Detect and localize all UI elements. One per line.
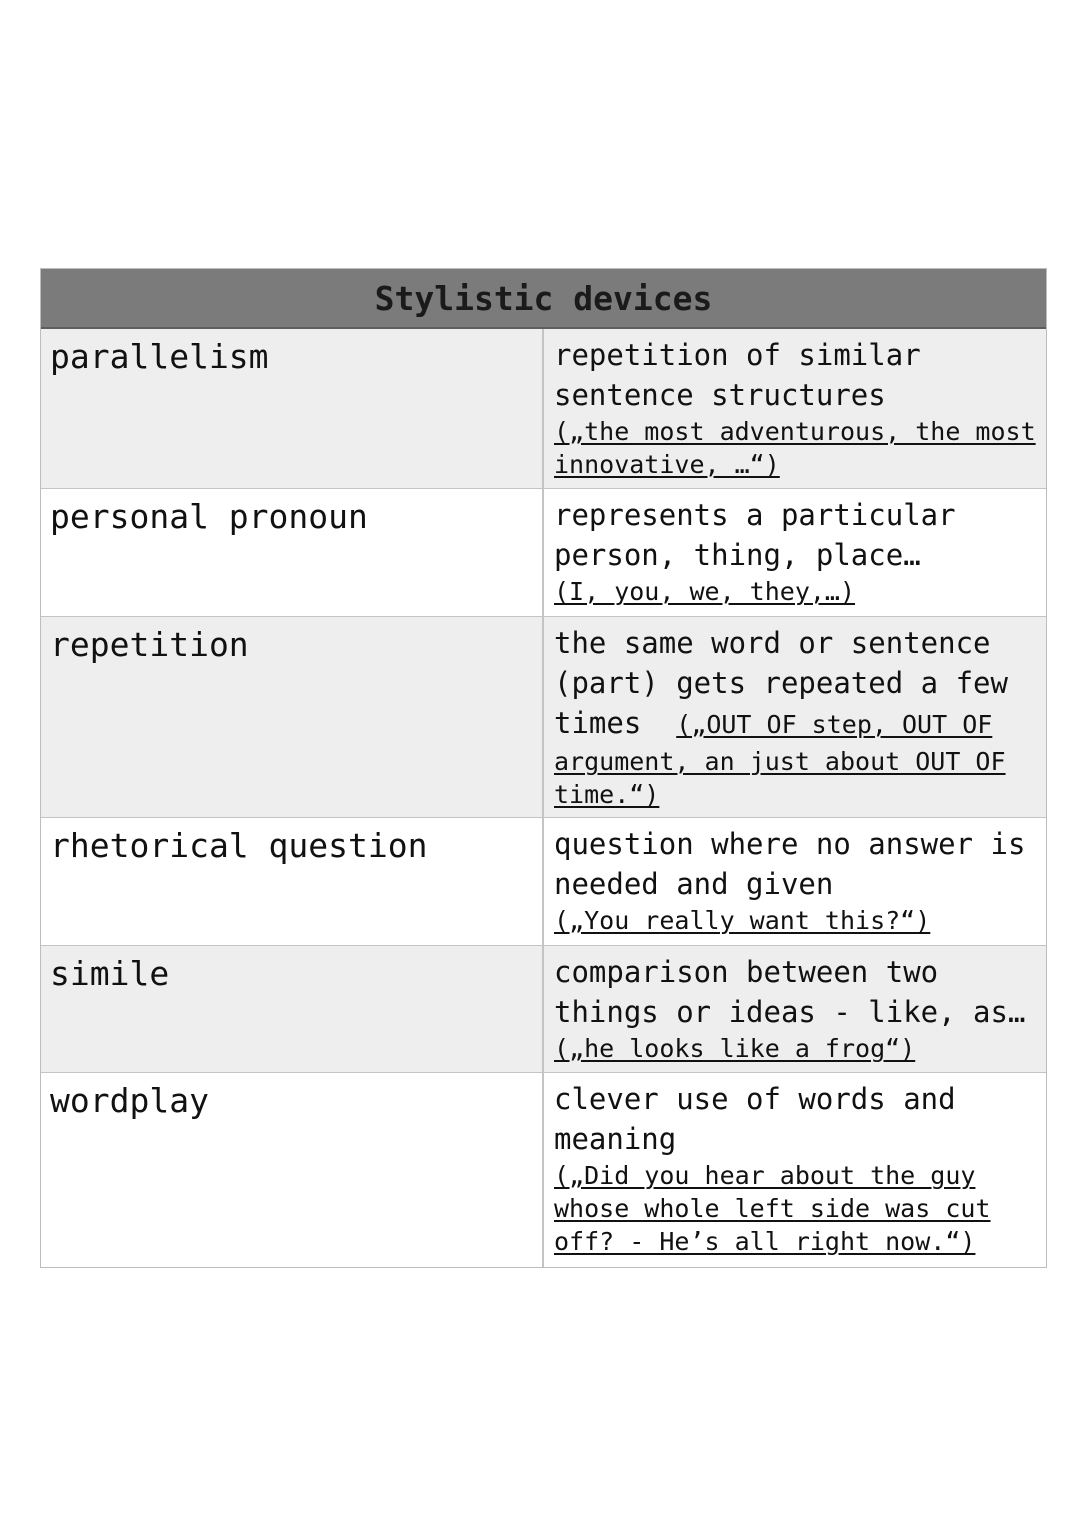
definition-line: repetition of similar [554,338,921,372]
table-row [41,329,1046,489]
definition-line: meaning [554,1122,677,1156]
definition-line: person, thing, place… [554,538,921,572]
definition-line: clever use of words and [554,1082,956,1116]
term-cell: rhetorical question [41,818,544,945]
stylistic-devices-table [40,268,1047,1268]
example-line: time.“) [554,780,660,809]
example-line: („Did you hear about the guy [554,1161,976,1190]
table-row [41,489,1046,617]
definition-line: (part) gets repeated a few [554,666,1008,700]
definition-line: needed and given [554,867,834,901]
definition-line: the same word or sentence [554,626,991,660]
example-line: („You really want this?“) [554,906,931,935]
table-row [41,617,1046,818]
definition-text: times [554,706,677,740]
definition-line: sentence structures [554,378,886,412]
table-row [41,1073,1046,1267]
definition-line: things or ideas - like, as… [554,995,1026,1029]
definition-cell [544,329,1046,488]
definition-line: represents a particular [554,498,956,532]
term-cell: personal pronoun [41,489,544,616]
term-cell: parallelism [41,329,544,488]
table-row [41,818,1046,946]
term-cell: wordplay [41,1073,544,1267]
definition-line: question where no answer is [554,827,1026,861]
example-line: („the most adventurous, the most [554,417,1036,446]
definition-cell [544,617,1046,817]
definition-line: comparison between two [554,955,939,989]
term-cell: repetition [41,617,544,817]
example-line: innovative, …“) [554,450,780,479]
definition-cell [544,946,1046,1072]
table-title: Stylistic devices [41,269,1046,329]
example-line: whose whole left side was cut [554,1194,991,1223]
table-row [41,946,1046,1073]
definition-cell [544,1073,1046,1267]
example-line: argument, an just about OUT OF [554,747,1006,776]
example-line: (I, you, we, they,…) [554,577,856,606]
term-cell: simile [41,946,544,1072]
example-line: off? - He’s all right now.“) [554,1227,976,1256]
definition-line [554,703,1046,745]
definition-cell [544,489,1046,616]
definition-cell [544,818,1046,945]
example-line: („he looks like a frog“) [554,1034,916,1063]
example-inline: („OUT OF step, OUT OF [676,710,993,739]
